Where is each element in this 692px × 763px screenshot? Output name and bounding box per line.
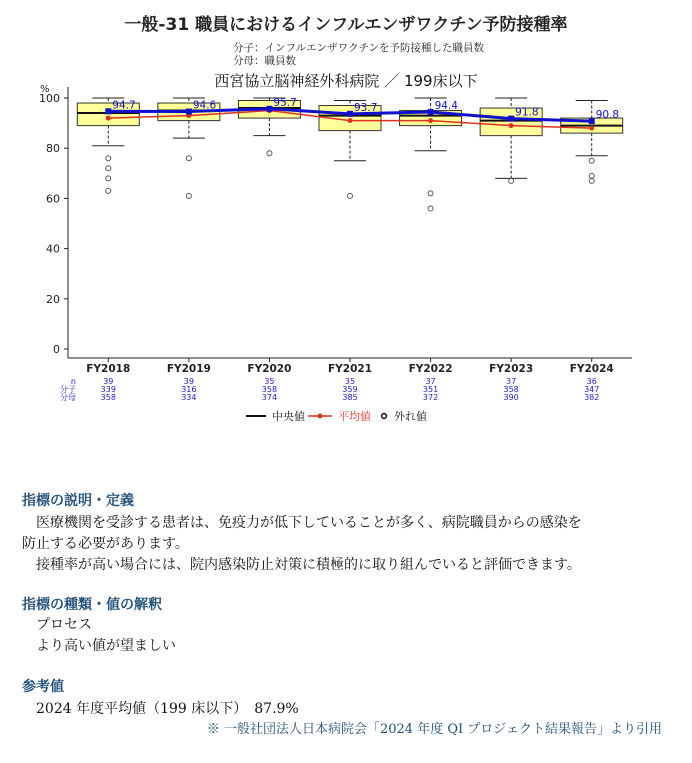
- outlier-point: [267, 151, 272, 156]
- count-value: 37: [506, 377, 517, 386]
- x-tick-label: FY2024: [569, 363, 614, 375]
- mean-point: [106, 116, 111, 121]
- x-tick-label: FY2021: [328, 363, 372, 375]
- count-value: 358: [261, 385, 278, 394]
- y-tick-label: 40: [46, 242, 60, 256]
- hospital-value-label: 94.6: [192, 99, 217, 112]
- count-value: 35: [344, 377, 356, 386]
- hospital-point: [428, 109, 434, 115]
- hospital-value-label: 93.7: [354, 101, 378, 114]
- reference-value-line: 2024 年度平均値（199 床以下） 87.9%: [22, 701, 299, 717]
- hospital-point: [105, 108, 111, 114]
- outlier-point: [186, 156, 191, 161]
- count-value: 347: [584, 385, 600, 394]
- count-value: 39: [103, 377, 114, 386]
- hospital-point: [186, 109, 192, 115]
- outlier-point: [509, 178, 514, 183]
- legend-mean-dot: [318, 414, 323, 419]
- hospital-title: 西宮協立脳神経外科病院 ／ 199床以下: [214, 72, 478, 90]
- legend-mean-label: 平均値: [338, 410, 371, 423]
- mean-point: [589, 126, 594, 131]
- outlier-point: [106, 188, 111, 193]
- hospital-point: [508, 116, 514, 122]
- count-value: 35: [264, 377, 275, 386]
- type-line-2: より高い値が望ましい: [22, 638, 176, 654]
- type-line-1: プロセス: [22, 617, 92, 633]
- count-value: 339: [100, 385, 116, 394]
- section-heading-reference: 参考値: [22, 679, 64, 695]
- hospital-value-label: 91.8: [515, 106, 539, 119]
- outlier-point: [106, 166, 111, 171]
- citation-text: ※ 一般社団法人日本病院会「2024 年度 QI プロジェクト結果報告」より引用: [206, 722, 662, 737]
- y-tick-label: 20: [46, 292, 60, 306]
- count-value: 390: [503, 393, 519, 402]
- outlier-point: [348, 193, 353, 198]
- y-tick-label: 100: [39, 92, 60, 105]
- count-value: 316: [181, 385, 197, 394]
- hospital-value-label: 94.7: [112, 99, 136, 112]
- count-row-label: 分子: [60, 385, 76, 394]
- hospital-value-label: 95.7: [273, 96, 297, 109]
- count-value: 39: [183, 377, 194, 386]
- hospital-value-label: 90.8: [595, 109, 620, 122]
- definition-line-1: 医療機関を受診する患者は、免疫力が低下していることが多く、病院職員からの感染を: [22, 515, 582, 531]
- count-value: 385: [342, 393, 358, 402]
- outlier-point: [106, 156, 111, 161]
- denominator-label: 分母：職員数: [233, 55, 296, 67]
- x-tick-label: FY2018: [86, 363, 131, 375]
- y-unit-label: %: [40, 84, 50, 95]
- hospital-value-label: 94.4: [434, 100, 458, 113]
- outlier-point: [106, 176, 111, 181]
- x-tick-label: FY2022: [408, 363, 453, 375]
- mean-point: [428, 118, 433, 123]
- x-tick-label: FY2019: [166, 363, 211, 375]
- outlier-point: [428, 206, 433, 211]
- count-row-label: 分母: [60, 393, 76, 402]
- count-value: 334: [181, 393, 197, 402]
- hospital-point: [266, 106, 272, 112]
- outlier-point: [428, 191, 433, 196]
- outlier-point: [589, 173, 594, 178]
- definition-line-2: 防止する必要があります。: [22, 536, 189, 552]
- x-tick-label: FY2020: [247, 363, 292, 375]
- legend-outlier-label: 外れ値: [394, 410, 427, 423]
- count-value: 37: [425, 377, 436, 386]
- count-value: 374: [261, 393, 278, 402]
- section-heading-type: 指標の種類・値の解釈: [22, 597, 162, 613]
- y-tick-label: 60: [46, 192, 60, 206]
- count-value: 358: [100, 393, 116, 402]
- hospital-point: [347, 111, 353, 117]
- mean-point: [509, 123, 514, 128]
- x-tick-label: FY2023: [489, 363, 534, 375]
- outlier-point: [186, 193, 191, 198]
- mean-point: [348, 118, 353, 123]
- y-tick-label: 0: [53, 343, 60, 356]
- definition-line-3: 接種率が高い場合には、院内感染防止対策に積極的に取り組んでいると評価できます。: [22, 557, 581, 573]
- count-row-label: n: [70, 377, 76, 386]
- count-value: 359: [342, 385, 358, 394]
- hospital-point: [589, 118, 595, 124]
- legend-outlier-swatch: [382, 414, 387, 419]
- count-value: 36: [586, 377, 597, 386]
- outlier-point: [589, 158, 594, 163]
- count-value: 372: [422, 393, 439, 402]
- count-value: 351: [422, 385, 439, 394]
- numerator-label: 分子：インフルエンザワクチンを予防接種した職員数: [233, 42, 485, 54]
- legend-median-label: 中央値: [272, 410, 305, 423]
- count-value: 382: [584, 393, 600, 402]
- count-value: 358: [503, 385, 519, 394]
- section-heading-definition: 指標の説明・定義: [22, 493, 134, 509]
- y-tick-label: 80: [46, 142, 60, 156]
- outlier-point: [589, 178, 594, 183]
- chart-title: 一般-31 職員におけるインフルエンザワクチン予防接種率: [124, 15, 568, 35]
